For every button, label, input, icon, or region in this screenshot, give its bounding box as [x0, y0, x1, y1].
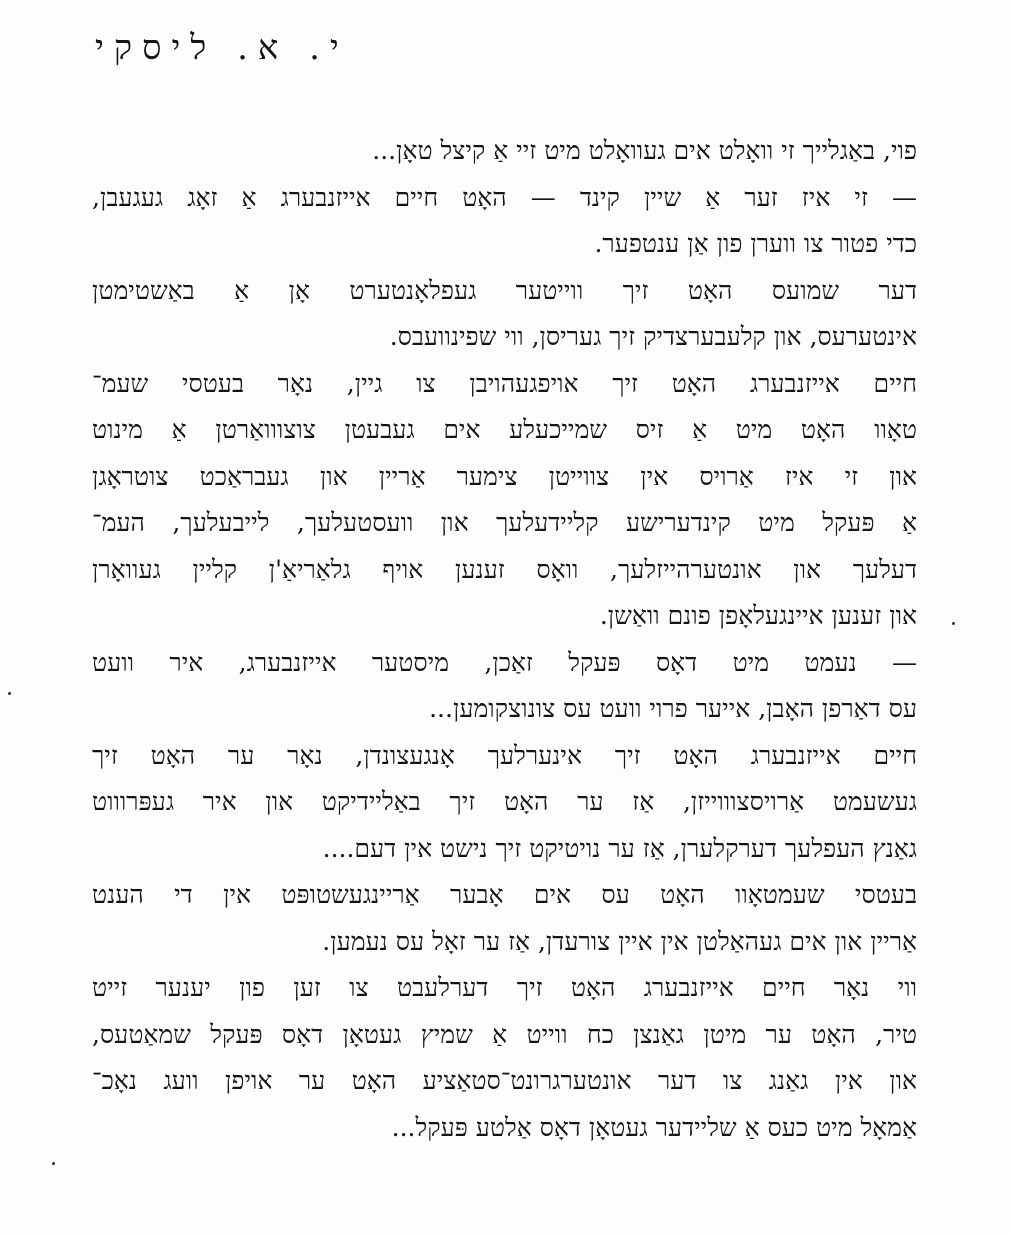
text-line: — נעמט מיט דאָס פּעקל זאַכן, מיסטער אייזנבערג, איר וועט: [92, 647, 917, 677]
author-heading: י. א. ליסקי: [95, 28, 349, 68]
text-line: אַריין און אים געהאַלטן אין איין צורעדן, אַז ער זאָל עס נעמען.: [322, 926, 917, 956]
text-line: און זענען איינגעלאָפן פונם וואַשן.: [599, 601, 917, 630]
text-line: דעלעך און אונטערהייזלעך, וואָס זענען אויף גלאַריאַ'ן קליין געוואָרן: [92, 554, 917, 584]
text-line: חיים אייזנבערג האָט זיך אינערלעך אָנגעצונדן, נאָר ער האָט זיך: [92, 740, 917, 770]
scan-speck: [8, 692, 11, 695]
text-line: בעטסי שעמטאָוו האָט עס אים אָבער אַריינגעשטופּט אין די הענט: [92, 880, 917, 909]
scan-speck: [952, 622, 955, 625]
text-line: ווי נאָר חיים אייזנבערג האָט זיך דערלעבט צו זען פון יענער זייט: [92, 973, 917, 1002]
text-line: דער שמועס האָט זיך ווייטער געפלאָנטערט אָן אַ באַשטימטן: [92, 275, 917, 305]
text-line: עס דאַרפן האָבן, אייער פרוי וועט עס צונוצקומען...: [429, 694, 917, 723]
text-line: טאָוו האָט מיט אַ זיס שמייכעלע אים געבעטן צוצווואַרטן אַ מינוט: [92, 415, 917, 444]
text-line: און אין גאַנג צו דער אונטערגרונט־סטאַציע האָט ער אויפן וועג נאָכ־: [92, 1066, 917, 1095]
body-text: [92, 128, 917, 1151]
text-line: אַ פּעקל מיט קינדערישע קליידעלעך און וועסטעלעך, לייבעלעך, העמ־: [92, 508, 917, 537]
text-line: אינטערעס, און קלעבערצדיק זיך געריסן, ווי שפינוועבס.: [389, 322, 917, 351]
scan-speck: [52, 1162, 55, 1165]
text-line: כדי פטור צו ווערן פון אַן ענטפער.: [594, 229, 917, 258]
text-line: און זי איז אַרויס אין צווייטן צימער אַריין און געבראַכט צוטראָגן: [92, 461, 917, 491]
text-line: — זי איז זער אַ שיין קינד — האָט חיים אייזנבערג אַ זאָג געגעבן,: [92, 182, 917, 212]
text-line: אַמאָל מיט כעס אַ שליידער געטאָן דאָס אַלטע פּעקל...: [391, 1112, 917, 1142]
text-line: פוי, באַגלייך זי וואָלט אים געוואָלט מיט זיי אַ קיצל טאָן...: [372, 136, 917, 165]
text-line: גאַנץ העפלעך דערקלערן, אַז ער נויטיקט זיך נישט אין דעם....: [322, 833, 917, 863]
text-line: געשעמט אַרויסצוווייזן, אַז ער האָט זיך באַליידיקט און איר געפּרוווט: [92, 787, 917, 816]
text-line: טיר, האָט ער מיטן גאַנצן כח ווייט אַ שמיץ געטאָן דאָס פּעקל שמאַטעס,: [92, 1019, 917, 1049]
text-line: חיים אייזנבערג האָט זיך אויפגעהויבן צו גיין, נאָר בעטסי שעמ־: [92, 368, 917, 398]
